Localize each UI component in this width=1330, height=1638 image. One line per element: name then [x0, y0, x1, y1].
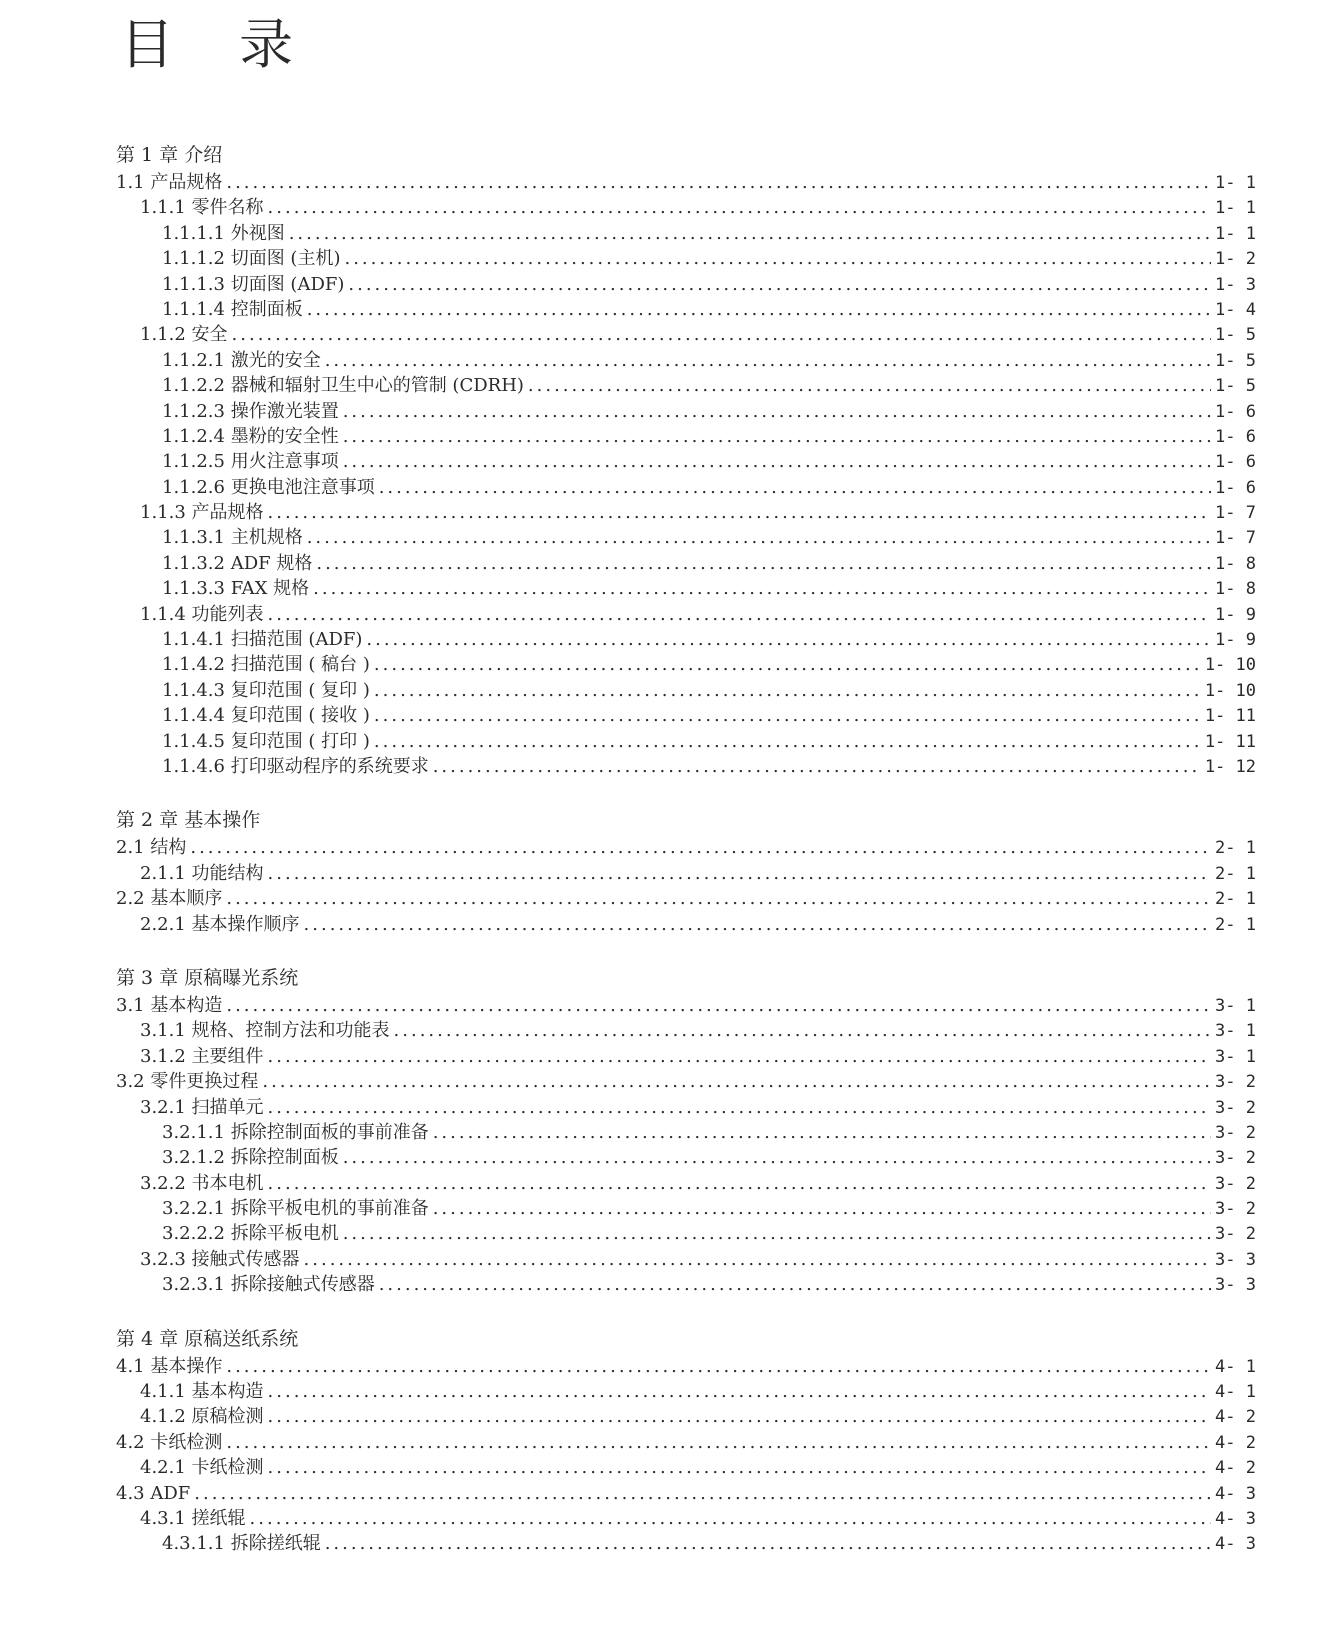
chapter-heading: 第 3 章 原稿曝光系统	[116, 966, 299, 989]
dot-leader	[343, 449, 1211, 474]
toc-entry-label: 1.1.4 功能列表	[140, 603, 264, 625]
dot-leader	[374, 729, 1201, 754]
dot-leader	[374, 678, 1201, 703]
toc-entry-label: 1.1.2.1 激光的安全	[162, 349, 321, 371]
dot-leader	[289, 221, 1211, 246]
dot-leader	[433, 754, 1201, 779]
dot-leader	[343, 399, 1211, 424]
toc-entry[interactable]	[116, 861, 1256, 886]
toc-page-number: 1- 12	[1204, 756, 1256, 777]
dot-leader	[343, 424, 1211, 449]
dot-leader	[268, 500, 1212, 525]
toc-entry[interactable]	[116, 272, 1256, 297]
toc-entry[interactable]	[116, 1145, 1256, 1170]
toc-entry-label: 4.2.1 卡纸检测	[140, 1457, 264, 1479]
dot-leader	[194, 1481, 1211, 1506]
toc-page-number: 4- 3	[1215, 1483, 1256, 1504]
toc-entry-label: 3.2.2.1 拆除平板电机的事前准备	[162, 1198, 429, 1220]
dot-leader	[374, 652, 1201, 677]
dot-leader	[226, 993, 1211, 1018]
toc-entry-label: 3.1.2 主要组件	[140, 1045, 264, 1067]
toc-entry[interactable]	[116, 729, 1256, 754]
toc-entry-label: 1.1.4.6 打印驱动程序的系统要求	[162, 755, 429, 777]
toc-page-number: 2- 1	[1215, 889, 1256, 910]
toc-entry-label: 3.2.2.2 拆除平板电机	[162, 1223, 339, 1245]
dot-leader	[268, 195, 1212, 220]
toc-entry-label: 3.1.1 规格、控制方法和功能表	[140, 1020, 390, 1042]
toc-entry-label: 1.1 产品规格	[116, 172, 223, 193]
toc-entry[interactable]	[116, 627, 1256, 652]
dot-leader	[226, 886, 1211, 911]
toc-entry[interactable]	[116, 1506, 1256, 1531]
dot-leader	[226, 1354, 1211, 1379]
dot-leader	[528, 373, 1211, 398]
toc-entry-label: 1.1.4.1 扫描范围 (ADF)	[162, 629, 363, 651]
toc-page-number: 3- 1	[1215, 995, 1256, 1016]
toc-page-number: 1- 9	[1215, 604, 1256, 625]
chapter-gap	[116, 937, 1256, 963]
toc-page-number: 1- 5	[1215, 325, 1256, 346]
page-title: 目 录	[120, 13, 318, 76]
toc-entry[interactable]	[116, 1272, 1256, 1297]
toc-page-number: 2- 1	[1215, 914, 1256, 935]
dot-leader	[394, 1018, 1212, 1043]
dot-leader	[379, 1272, 1211, 1297]
toc-entry[interactable]	[116, 1120, 1256, 1145]
toc-entry-label: 1.1.4.3 复印范围 ( 复印 )	[162, 679, 370, 701]
toc-page-number: 3- 1	[1215, 1021, 1256, 1042]
toc-entry[interactable]	[116, 1481, 1256, 1506]
toc-entry[interactable]	[116, 1455, 1256, 1480]
toc-entry[interactable]	[116, 678, 1256, 703]
toc-entry[interactable]	[116, 754, 1256, 779]
toc-entry-label: 3.2.3 接触式传感器	[140, 1248, 300, 1270]
toc-page-number: 3- 2	[1215, 1148, 1256, 1169]
toc-entry[interactable]	[116, 1095, 1256, 1120]
toc-entry-label: 3.2 零件更换过程	[116, 1071, 259, 1093]
toc-entry[interactable]	[116, 322, 1256, 347]
toc-entry[interactable]	[116, 424, 1256, 449]
toc-entry-label: 4.3.1.1 拆除搓纸辊	[162, 1533, 321, 1555]
toc-page-number: 2- 1	[1215, 863, 1256, 884]
toc-page-number: 4- 3	[1215, 1508, 1256, 1529]
dot-leader	[304, 912, 1212, 937]
toc-page-number: 4- 1	[1215, 1356, 1256, 1377]
toc-page-number: 1- 10	[1204, 680, 1256, 701]
toc-entry-label: 4.2 卡纸检测	[116, 1431, 223, 1453]
toc-page-number: 1- 10	[1204, 655, 1256, 676]
dot-leader	[268, 1095, 1212, 1120]
chapter-gap	[116, 779, 1256, 805]
toc-page-number: 3- 2	[1215, 1072, 1256, 1093]
dot-leader	[348, 272, 1211, 297]
dot-leader	[268, 1404, 1212, 1429]
toc-page-number: 1- 5	[1215, 350, 1256, 371]
toc-page-number: 4- 3	[1215, 1534, 1256, 1555]
toc-entry[interactable]	[116, 1531, 1256, 1556]
toc-entry-label: 1.1.2.3 操作激光装置	[162, 400, 339, 422]
toc-entry-label: 4.1 基本操作	[116, 1355, 223, 1377]
toc-entry-label: 4.1.1 基本构造	[140, 1381, 264, 1403]
toc-page-number: 1- 5	[1215, 376, 1256, 397]
toc-entry[interactable]	[116, 373, 1256, 398]
chapter-gap	[116, 1298, 1256, 1324]
toc-entry-label: 4.3 ADF	[116, 1482, 191, 1504]
toc-page-number: 3- 2	[1215, 1122, 1256, 1143]
dot-leader	[366, 627, 1211, 652]
toc-page-number: 1- 11	[1204, 731, 1256, 752]
toc-page-number: 3- 1	[1215, 1046, 1256, 1067]
toc-page-number: 3- 3	[1215, 1275, 1256, 1296]
dot-leader	[344, 246, 1211, 271]
toc-page-number: 1- 9	[1215, 630, 1256, 651]
dot-leader	[226, 1430, 1211, 1455]
chapter-heading: 第 2 章 基本操作	[116, 809, 261, 832]
toc-page-number: 4- 1	[1215, 1382, 1256, 1403]
toc-entry[interactable]	[116, 221, 1256, 246]
toc-entry[interactable]	[116, 475, 1256, 500]
toc-entry[interactable]	[116, 1247, 1256, 1272]
toc-entry[interactable]	[116, 912, 1256, 937]
toc-page-number: 1- 3	[1215, 274, 1256, 295]
toc-entry-label: 1.1.3.3 FAX 规格	[162, 578, 310, 600]
toc-entry-label: 2.2 基本顺序	[116, 888, 223, 910]
toc-entry-label: 1.1.3.2 ADF 规格	[162, 552, 313, 574]
toc-entry[interactable]	[116, 993, 1256, 1018]
toc-entry[interactable]	[116, 703, 1256, 728]
toc-entry[interactable]	[116, 525, 1256, 550]
dot-leader	[343, 1221, 1211, 1246]
toc-entry-label: 1.1.3.1 主机规格	[162, 527, 303, 549]
toc-entry-label: 3.2.1.2 拆除控制面板	[162, 1147, 339, 1169]
toc-page-number: 3- 2	[1215, 1173, 1256, 1194]
toc-entry[interactable]	[116, 1069, 1256, 1094]
toc-entry[interactable]	[116, 348, 1256, 373]
toc-entry-label: 3.2.1 扫描单元	[140, 1096, 264, 1118]
toc-entry-label: 3.1 基本构造	[116, 994, 223, 1016]
toc-entry-label: 4.1.2 原稿检测	[140, 1406, 264, 1428]
toc-entry-label: 4.3.1 搓纸辊	[140, 1507, 246, 1529]
table-of-contents	[116, 140, 1256, 1557]
dot-leader	[268, 1379, 1212, 1404]
toc-entry[interactable]	[116, 1404, 1256, 1429]
toc-entry-label: 1.1.1.2 切面图 (主机)	[162, 248, 341, 270]
dot-leader	[433, 1196, 1211, 1221]
dot-leader	[325, 1531, 1211, 1556]
toc-entry[interactable]	[116, 195, 1256, 220]
toc-entry-label: 1.1.4.4 复印范围 ( 接收 )	[162, 705, 370, 727]
toc-entry[interactable]	[116, 1354, 1256, 1379]
toc-page-number: 2- 1	[1215, 838, 1256, 859]
toc-page-number: 1- 7	[1215, 528, 1256, 549]
toc-page-number: 1- 4	[1215, 299, 1256, 320]
toc-page-number: 3- 2	[1215, 1199, 1256, 1220]
toc-entry[interactable]	[116, 602, 1256, 627]
toc-entry[interactable]	[116, 399, 1256, 424]
toc-page-number: 1- 6	[1215, 477, 1256, 498]
toc-entry[interactable]	[116, 1171, 1256, 1196]
dot-leader	[226, 170, 1211, 195]
dot-leader	[316, 551, 1211, 576]
dot-leader	[343, 1145, 1211, 1170]
dot-leader	[262, 1069, 1211, 1094]
toc-entry[interactable]	[116, 1044, 1256, 1069]
toc-entry-label: 1.1.2.4 墨粉的安全性	[162, 425, 339, 447]
toc-entry[interactable]	[116, 886, 1256, 911]
dot-leader	[313, 576, 1211, 601]
toc-page-number: 3- 2	[1215, 1097, 1256, 1118]
toc-entry-label: 1.1.4.2 扫描范围 ( 稿台 )	[162, 654, 370, 676]
toc-page-number: 1- 6	[1215, 426, 1256, 447]
dot-leader	[379, 475, 1211, 500]
toc-entry-label: 1.1.4.5 复印范围 ( 打印 )	[162, 730, 370, 752]
toc-entry-label: 1.1.1.3 切面图 (ADF)	[162, 273, 345, 295]
dot-leader	[232, 322, 1212, 347]
chapter-heading: 第 4 章 原稿送纸系统	[116, 1327, 299, 1350]
dot-leader	[250, 1506, 1212, 1531]
toc-page-number: 3- 3	[1215, 1249, 1256, 1270]
toc-entry-label: 1.1.2.2 器械和辐射卫生中心的管制 (CDRH)	[162, 375, 524, 397]
toc-entry-label: 1.1.2.6 更换电池注意事项	[162, 476, 375, 498]
toc-page-number: 4- 2	[1215, 1458, 1256, 1479]
toc-page-number: 1- 2	[1215, 249, 1256, 270]
dot-leader	[190, 835, 1211, 860]
dot-leader	[307, 297, 1211, 322]
toc-entry[interactable]	[116, 170, 1256, 195]
dot-leader	[374, 703, 1201, 728]
toc-entry[interactable]	[116, 1221, 1256, 1246]
toc-page-number: 1- 8	[1215, 553, 1256, 574]
toc-entry[interactable]	[116, 576, 1256, 601]
toc-entry-label: 2.1.1 功能结构	[140, 862, 264, 884]
toc-entry-label: 2.2.1 基本操作顺序	[140, 913, 300, 935]
toc-entry-label: 3.2.3.1 拆除接触式传感器	[162, 1274, 375, 1296]
toc-entry[interactable]	[116, 246, 1256, 271]
toc-page-number: 1- 6	[1215, 452, 1256, 473]
toc-entry-label: 3.2.1.1 拆除控制面板的事前准备	[162, 1121, 429, 1143]
dot-leader	[307, 525, 1211, 550]
toc-entry-label: 1.1.3 产品规格	[140, 502, 264, 524]
toc-entry[interactable]	[116, 1018, 1256, 1043]
toc-entry[interactable]	[116, 500, 1256, 525]
toc-entry-label: 1.1.2.5 用火注意事项	[162, 451, 339, 473]
dot-leader	[304, 1247, 1212, 1272]
toc-entry-label: 2.1 结构	[116, 837, 187, 859]
toc-entry[interactable]	[116, 835, 1256, 860]
toc-entry[interactable]	[116, 1430, 1256, 1455]
toc-entry-label: 3.2.2 书本电机	[140, 1172, 264, 1194]
dot-leader	[325, 348, 1211, 373]
chapter-heading: 第 1 章 介绍	[116, 144, 223, 166]
toc-page-number: 1- 8	[1215, 579, 1256, 600]
toc-entry[interactable]	[116, 297, 1256, 322]
toc-entry[interactable]	[116, 551, 1256, 576]
toc-page-number: 4- 2	[1215, 1407, 1256, 1428]
dot-leader	[433, 1120, 1211, 1145]
toc-page-number: 3- 2	[1215, 1224, 1256, 1245]
toc-page-number: 4- 2	[1215, 1432, 1256, 1453]
dot-leader	[268, 1171, 1212, 1196]
toc-page-number: 1- 1	[1215, 173, 1256, 193]
toc-entry[interactable]	[116, 1379, 1256, 1404]
toc-entry-label: 1.1.1 零件名称	[140, 197, 264, 219]
dot-leader	[268, 1455, 1212, 1480]
toc-entry[interactable]	[116, 652, 1256, 677]
toc-entry-label: 1.1.1.4 控制面板	[162, 298, 303, 320]
toc-entry[interactable]	[116, 449, 1256, 474]
toc-page-number: 1- 6	[1215, 401, 1256, 422]
toc-page-number: 1- 1	[1215, 223, 1256, 244]
dot-leader	[268, 1044, 1212, 1069]
dot-leader	[268, 861, 1212, 886]
toc-entry-label: 1.1.2 安全	[140, 324, 228, 346]
toc-page-number: 1- 7	[1215, 503, 1256, 524]
dot-leader	[268, 602, 1212, 627]
toc-entry[interactable]	[116, 1196, 1256, 1221]
toc-entry-label: 1.1.1.1 外视图	[162, 222, 285, 244]
toc-page-number: 1- 11	[1204, 706, 1256, 727]
toc-page-number: 1- 1	[1215, 198, 1256, 219]
